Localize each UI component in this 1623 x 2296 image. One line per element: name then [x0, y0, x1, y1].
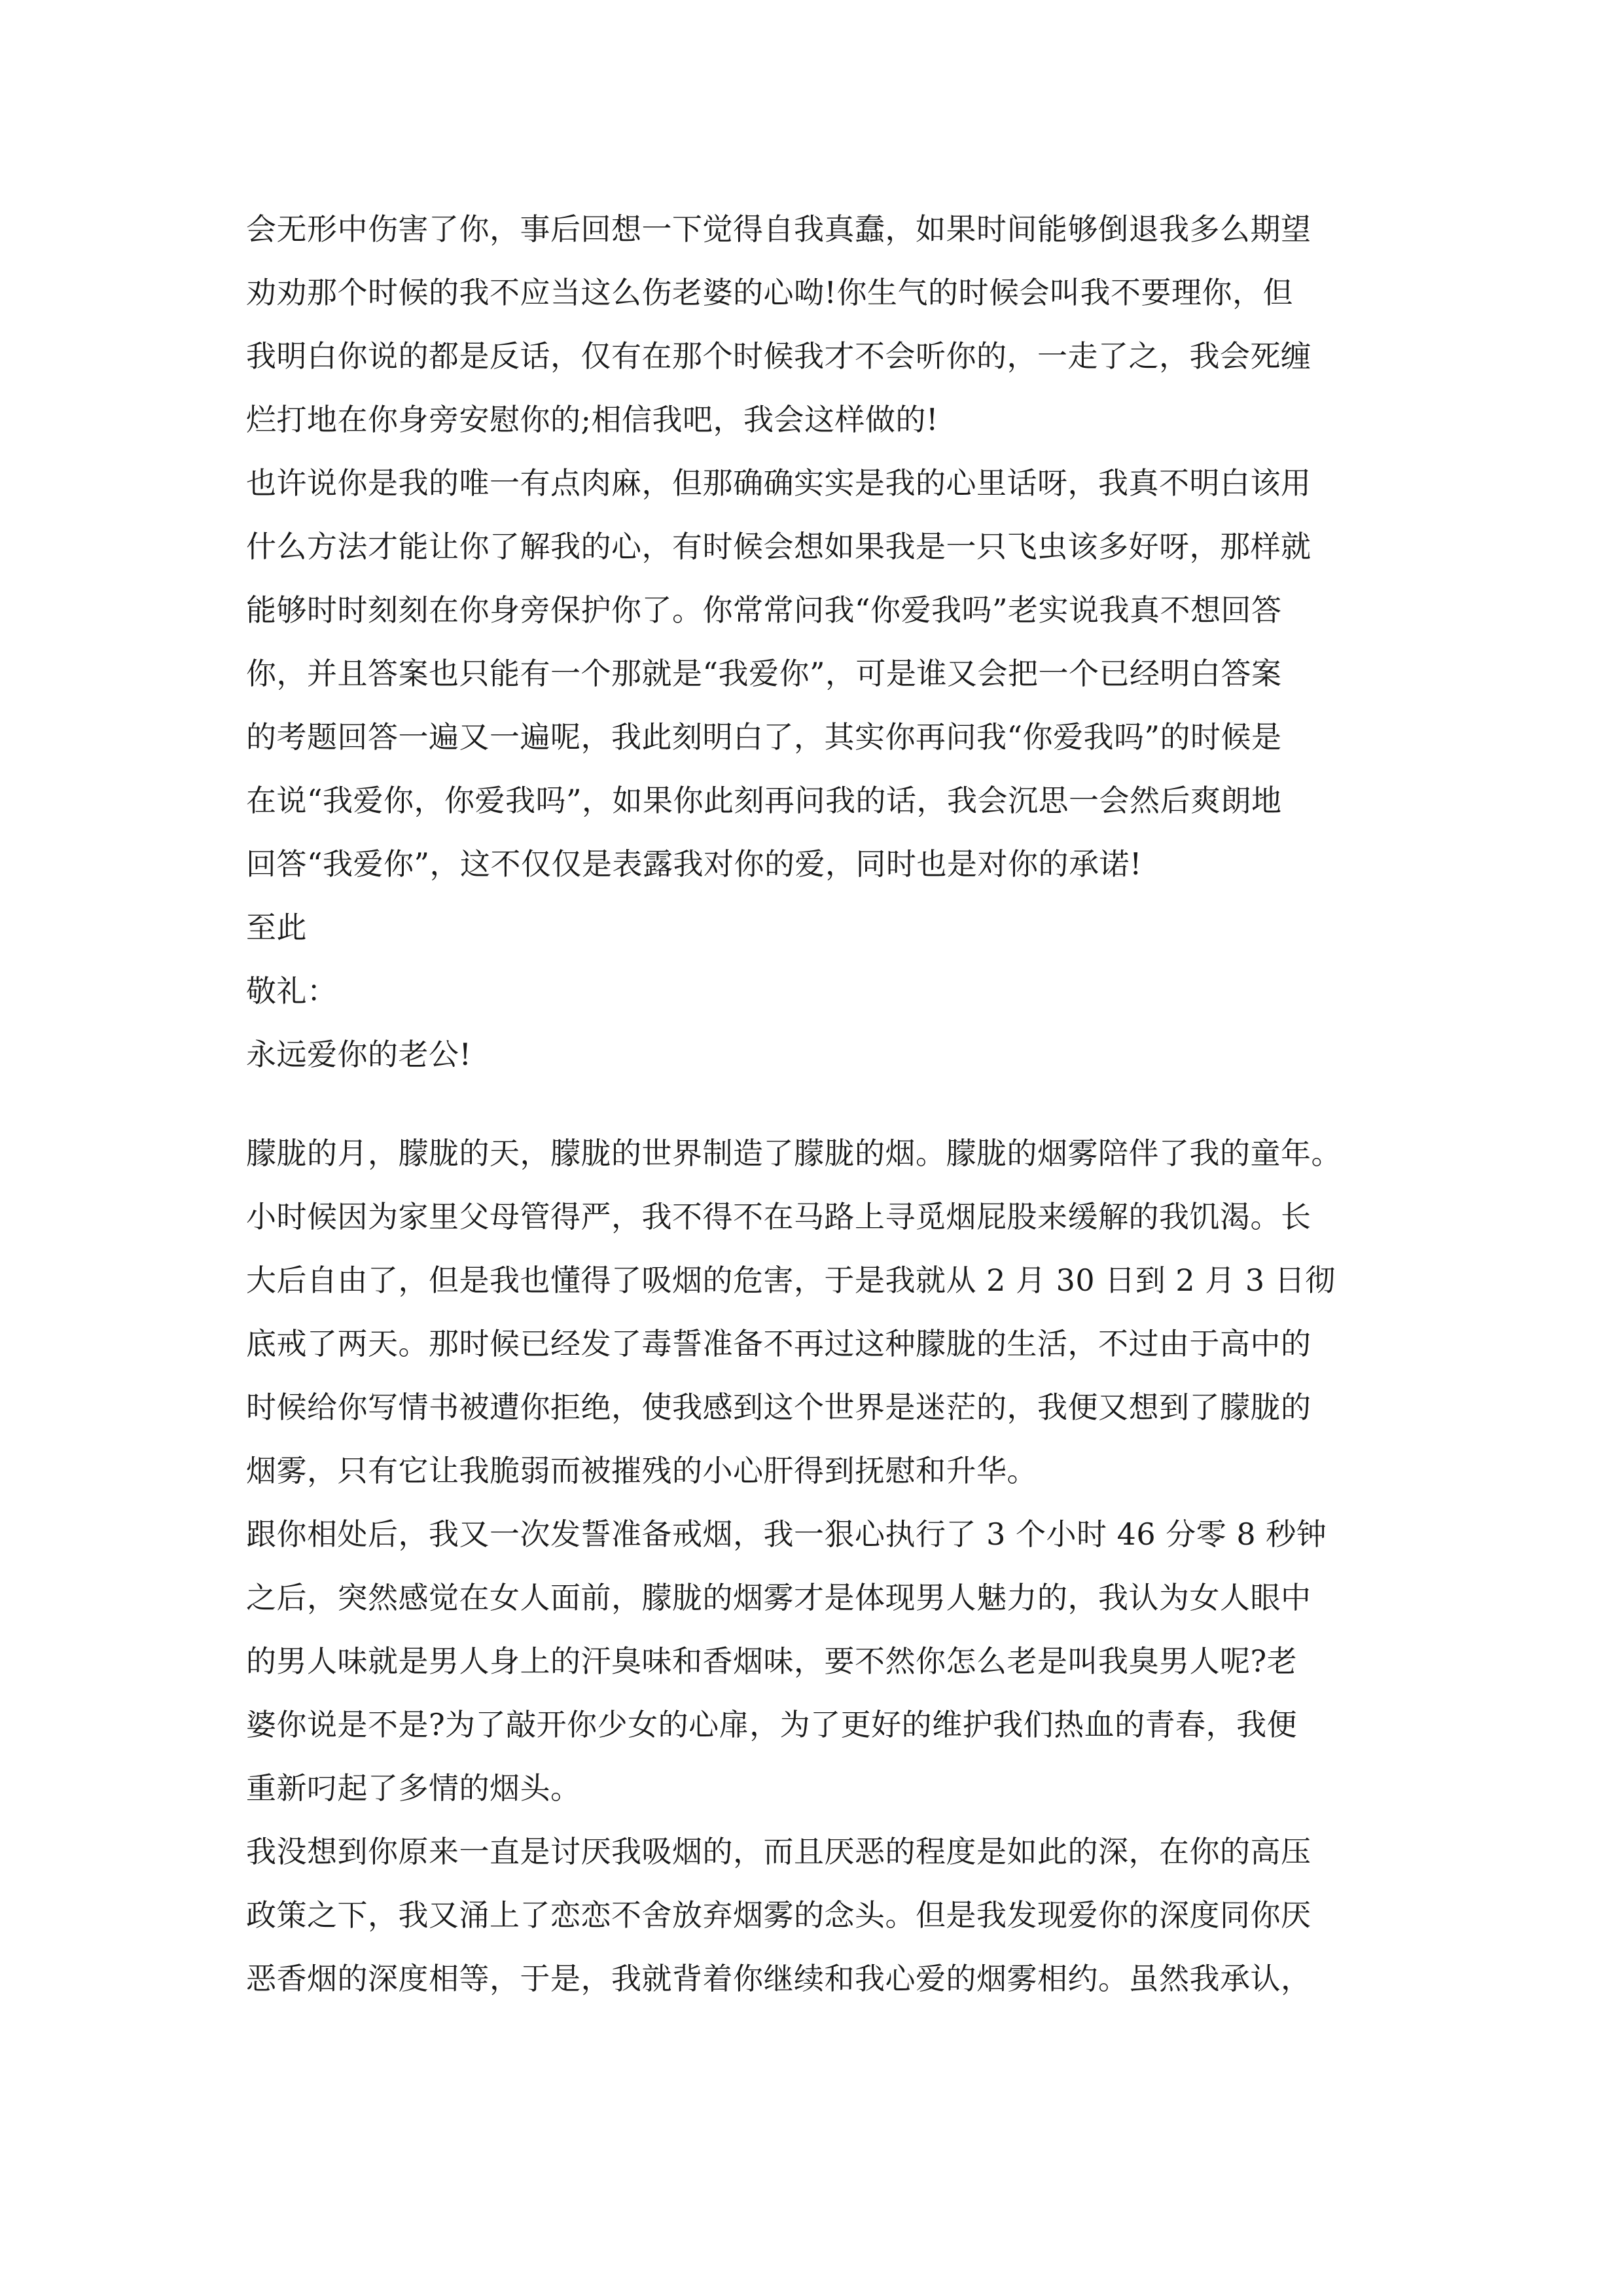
text-line: 婆你说是不是?为了敲开你少女的心扉，为了更好的维护我们热血的青春，我便	[246, 1707, 1298, 1742]
text-line: 我没想到你原来一直是讨厌我吸烟的，而且厌恶的程度是如此的深，在你的高压	[246, 1834, 1311, 1869]
text-line: 烂打地在你身旁安慰你的;相信我吧，我会这样做的!	[246, 402, 938, 437]
text-line: 劝劝那个时候的我不应当这么伤老婆的心呦!你生气的时候会叫我不要理你，但	[246, 275, 1293, 310]
text-line: 底戒了两天。那时候已经发了毒誓准备不再过这种朦胧的生活，不过由于高中的	[246, 1326, 1311, 1361]
text-line: 之后，突然感觉在女人面前，朦胧的烟雾才是体现男人魅力的，我认为女人眼中	[246, 1580, 1311, 1615]
text-line: 恶香烟的深度相等，于是，我就背着你继续和我心爱的烟雾相约。虽然我承认，	[246, 1961, 1311, 1996]
text-line: 会无形中伤害了你，事后回想一下觉得自我真蠢，如果时间能够倒退我多么期望	[246, 211, 1311, 247]
text-line: 在说“我爱你，你爱我吗”，如果你此刻再问我的话，我会沉思一会然后爽朗地	[246, 783, 1282, 818]
text-line: 能够时时刻刻在你身旁保护你了。你常常问我“你爱我吗”老实说我真不想回答	[246, 592, 1282, 628]
letter-text	[246, 198, 1385, 1086]
text-line: 政策之下，我又涌上了恋恋不舍放弃烟雾的念头。但是我发现爱你的深度同你厌	[246, 1897, 1311, 1933]
text-line: 跟你相处后，我又一次发誓准备戒烟，我一狠心执行了 3 个小时 46 分零 8 秒钟	[246, 1516, 1327, 1552]
text-line: 时候给你写情书被遭你拒绝，使我感到这个世界是迷茫的，我便又想到了朦胧的	[246, 1390, 1311, 1425]
text-line: 我明白你说的都是反话，仅有在那个时候我才不会听你的，一走了之，我会死缠	[246, 338, 1311, 374]
text-line: 你，并且答案也只能有一个那就是“我爱你”，可是谁又会把一个已经明白答案	[246, 656, 1282, 691]
signature-line: 永远爱你的老公!	[246, 1037, 472, 1072]
closing-line: 至此	[246, 910, 307, 945]
text-line: 的男人味就是男人身上的汗臭味和香烟味，要不然你怎么老是叫我臭男人呢?老	[246, 1643, 1298, 1679]
text-line: 小时候因为家里父母管得严，我不得不在马路上寻觅烟屁股来缓解的我饥渴。长	[246, 1199, 1311, 1234]
text-line: 的考题回答一遍又一遍呢，我此刻明白了，其实你再问我“你爱我吗”的时候是	[246, 719, 1282, 755]
text-line: 什么方法才能让你了解我的心，有时候会想如果我是一只飞虫该多好呀，那样就	[246, 529, 1311, 564]
text-line: 朦胧的月，朦胧的天，朦胧的世界制造了朦胧的烟。朦胧的烟雾陪伴了我的童年。	[246, 1136, 1342, 1171]
salutation-line: 敬礼：	[246, 973, 338, 1009]
text-line: 重新叼起了多情的烟头。	[246, 1770, 581, 1806]
text-line: 大后自由了，但是我也懂得了吸烟的危害，于是我就从 2 月 30 日到 2 月 3 日彻	[246, 1263, 1336, 1298]
essay-text	[246, 1122, 1385, 2011]
text-line: 烟雾，只有它让我脆弱而被摧残的小心肝得到抚慰和升华。	[246, 1453, 1037, 1488]
text-line: 回答“我爱你”，这不仅仅是表露我对你的爱，同时也是对你的承诺!	[246, 846, 1143, 882]
text-line: 也许说你是我的唯一有点肉麻，但那确确实实是我的心里话呀，我真不明白该用	[246, 465, 1311, 501]
